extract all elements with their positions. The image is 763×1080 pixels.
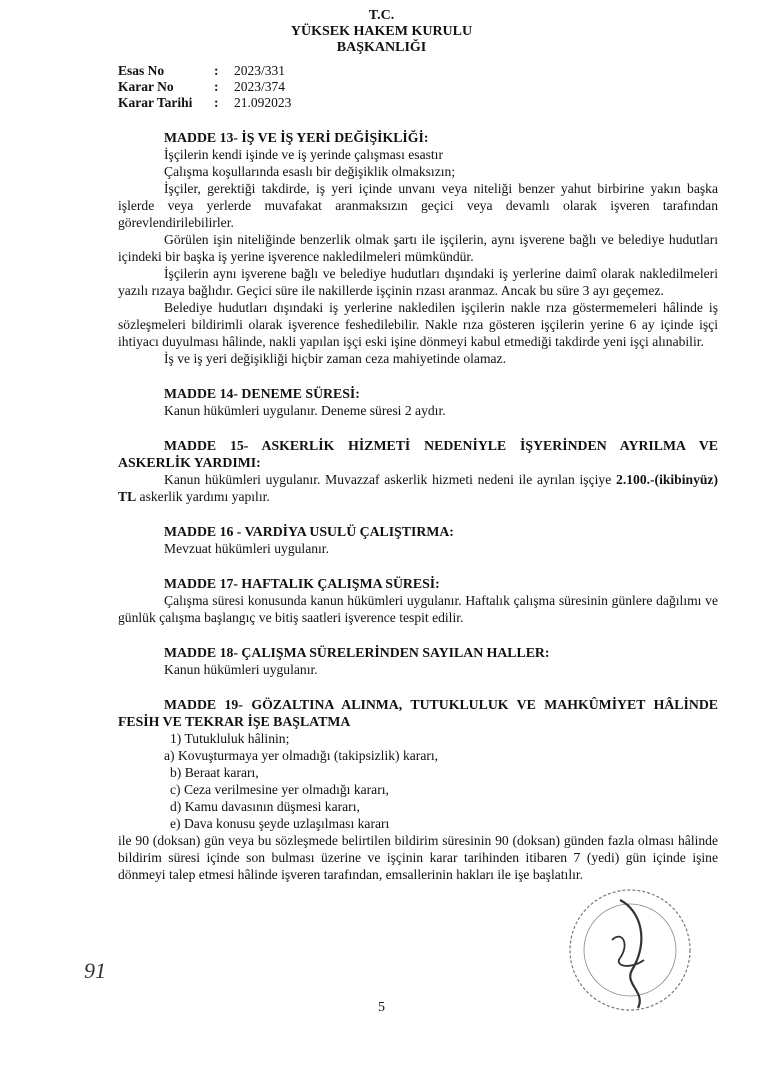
paragraph-text: askerlik yardımı yapılır.	[136, 489, 270, 504]
amount-text: 2.100.-(ikibinyüz) TL	[118, 472, 718, 504]
official-seal-stamp	[560, 880, 700, 1020]
meta-value: 2023/374	[234, 79, 286, 94]
article-title: MADDE 18- ÇALIŞMA SÜRELERİNDEN SAYILAN HALLER:	[164, 645, 550, 660]
paragraph: Belediye hudutları dışındaki iş yerlerine nakledilen işçilerin nakle rıza göstermemeleri hâlinde iş sözleşmeleri bildirimli olarak işverence feshedilebilir. Nakle rıza gösteren işçilerin yerine 6 ay içinde işçi ihtiyacı duyulması hâlinde, nakli yapılan işçi eski işine dönmeyi kabul etmediği takdirde yeni işçi alınabilir.	[118, 300, 718, 349]
article-19	[118, 696, 718, 883]
meta-value: 21.092023	[234, 95, 292, 110]
article-14	[118, 385, 718, 419]
article-15	[118, 437, 718, 505]
list-item: c) Ceza verilmesine yer olmadığı kararı,	[170, 782, 389, 797]
article-title: MADDE 15- ASKERLİK HİZMETİ NEDENİYLE İŞYERİNDEN AYRILMA VE ASKERLİK YARDIMI:	[118, 438, 718, 470]
paragraph: İşçiler, gerektiği takdirde, iş yeri içinde unvanı veya niteliği benzer yahut birbirine yakın başka işlerde veya yerlerde muvafakat aranmaksızın geçici veya devamlı olarak işveren tarafından görevlendirilebilirler.	[118, 181, 718, 230]
list-item: a) Kovuşturmaya yer olmadığı (takipsizlik) kararı,	[164, 748, 439, 763]
handwritten-margin-note: 91	[84, 958, 106, 983]
paragraph: İş ve iş yeri değişikliği hiçbir zaman ceza mahiyetinde olamaz.	[164, 351, 506, 366]
header-tc: T.C.	[368, 8, 395, 23]
paragraph-text: Kanun hükümleri uygulanır. Muvazzaf askerlik hizmeti nedeni ile ayrılan işçiye	[164, 472, 612, 487]
paragraph: Kanun hükümleri uygulanır. Deneme süresi 2 aydır.	[164, 403, 446, 418]
meta-label: Esas No	[118, 63, 165, 78]
meta-label: Karar No	[118, 79, 174, 94]
meta-value: 2023/331	[234, 63, 286, 78]
list-item: d) Kamu davasının düşmesi kararı,	[170, 799, 360, 814]
meta-label: Karar Tarihi	[118, 95, 193, 110]
paragraph: Çalışma süresi konusunda kanun hükümleri uygulanır. Haftalık çalışma süresinin günlere dağılımı ve günlük çalışma başlangıç ve bitiş saatleri işverence tespit edilir.	[118, 593, 718, 625]
meta-row-karar-tarihi	[118, 95, 291, 111]
paragraph: İşçilerin kendi işinde ve iş yerinde çalışması esastır	[164, 147, 443, 162]
article-title: MADDE 14- DENEME SÜRESİ:	[164, 386, 360, 401]
meta-row-karar	[118, 79, 291, 95]
list-item: 1) Tutukluluk hâlinin;	[170, 731, 290, 746]
article-title: MADDE 17- HAFTALIK ÇALIŞMA SÜRESİ:	[164, 576, 440, 591]
article-title: MADDE 13- İŞ VE İŞ YERİ DEĞİŞİKLİĞİ:	[164, 130, 429, 145]
paragraph: İşçilerin aynı işverene bağlı ve belediye hudutları dışındaki iş yerlerine daimî olarak nakledilmeleri yazılı rızaya bağlıdır. Geçici süre ile nakillerde işçinin rızası aranmaz. Ancak bu süre 3 ayı geçemez.	[118, 266, 718, 298]
article-title: MADDE 19- GÖZALTINA ALINMA, TUTUKLULUK VE MAHKÛMİYET HÂLİNDE FESİH VE TEKRAR İŞE BAŞLATMA	[118, 697, 718, 729]
case-metadata	[118, 63, 291, 111]
meta-colon: :	[214, 79, 219, 94]
article-title: MADDE 16 - VARDİYA USULÜ ÇALIŞTIRMA:	[164, 524, 454, 539]
list-item: b) Beraat kararı,	[170, 765, 259, 780]
meta-row-esas	[118, 63, 291, 79]
page-number: 5	[378, 1000, 385, 1015]
meta-colon: :	[214, 95, 219, 110]
document-header	[0, 8, 763, 56]
header-institution: YÜKSEK HAKEM KURULU	[290, 24, 473, 39]
list-item: e) Dava konusu şeyde uzlaşılması kararı	[170, 816, 390, 831]
paragraph: ile 90 (doksan) gün veya bu sözleşmede belirtilen bildirim süresinin 90 (doksan) günden fazla olması hâlinde bildirim süresi içinde son bulması üzerine ve işçinin karar tarihinden itibaren 7 (yedi) gün içinde işine dönmeyi talep etmesi hâlinde işveren tarafından, emsallerinin hakları ile işe başlatılır.	[118, 833, 718, 882]
paragraph	[118, 471, 718, 505]
paragraph: Görülen işin niteliğinde benzerlik olmak şartı ile işçilerin, aynı işverene bağlı ve belediye hudutları içindeki bir başka iş yerine işverence nakledilmeleri mümkündür.	[118, 232, 718, 264]
article-13	[118, 129, 718, 367]
document-body	[118, 129, 718, 901]
article-17	[118, 575, 718, 626]
paragraph: Çalışma koşullarında esaslı bir değişiklik olmaksızın;	[164, 164, 456, 179]
paragraph: Mevzuat hükümleri uygulanır.	[164, 541, 329, 556]
article-16	[118, 523, 718, 557]
header-presidency: BAŞKANLIĞI	[336, 40, 427, 55]
meta-colon: :	[214, 63, 219, 78]
paragraph: Kanun hükümleri uygulanır.	[164, 662, 318, 677]
article-18	[118, 644, 718, 678]
